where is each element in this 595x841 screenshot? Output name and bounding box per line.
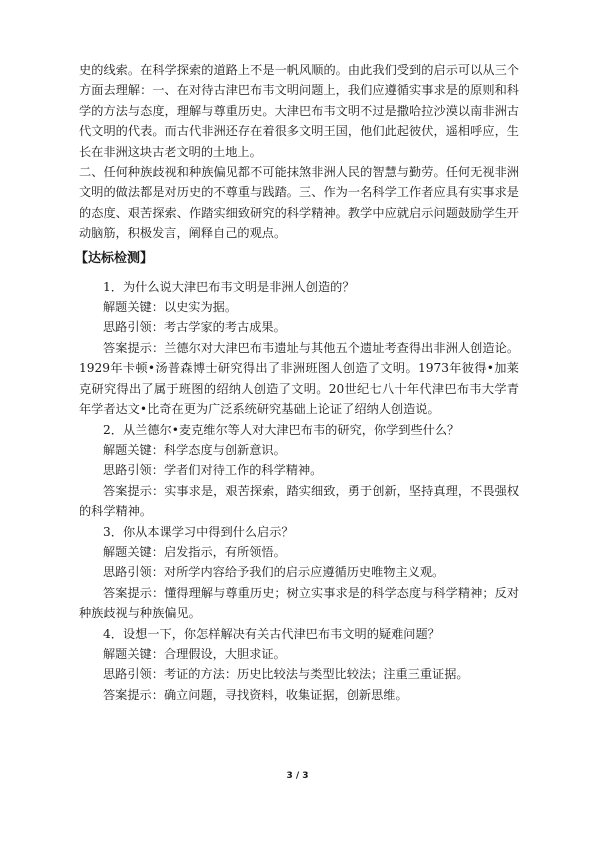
key-line bbox=[79, 440, 519, 460]
answer-line bbox=[79, 481, 519, 522]
page-number: 3 / 3 bbox=[286, 771, 309, 781]
guide-line bbox=[79, 460, 519, 480]
guide-label: 思路引领： bbox=[103, 565, 164, 580]
key-label: 解题关键： bbox=[103, 300, 164, 315]
answer-text: 懂得理解与尊重历史；树立实事求是的科学态度与科学精神；反对种族歧视与种族偏见。 bbox=[79, 585, 520, 621]
key-line bbox=[79, 644, 519, 664]
guide-label: 思路引领： bbox=[103, 667, 164, 682]
question-text: 2．从兰德尔•麦克维尔等人对大津巴布韦的研究，你学到些什么？ bbox=[103, 422, 460, 437]
guide-text: 考古学家的考古成果。 bbox=[163, 320, 286, 335]
key-label: 解题关键： bbox=[103, 646, 164, 661]
guide-label: 思路引领： bbox=[103, 320, 164, 335]
key-text: 合理假设，大胆求证。 bbox=[163, 646, 286, 661]
guide-line bbox=[79, 664, 519, 684]
guide-line bbox=[79, 317, 519, 337]
intro-paragraph: 史的线索。在科学探索的道路上不是一帆风顺的。由此我们受到的启示可以从三个方面去理解：一、在对待古津巴布韦文明问题上，我们应遵循实事求是的原则和科学的方法与态度，理解与尊重历史。大津巴布韦文明不过是撒哈拉沙漠以南非洲古代文明的代表。而古代非洲还存在着很多文明王国，他们此起彼伏，遥相呼应，生长在非洲这块古老文明的土地上。 bbox=[79, 63, 519, 159]
guide-text: 考证的方法：历史比较法与类型比较法；注重三重证据。 bbox=[163, 667, 469, 682]
key-line bbox=[79, 542, 519, 562]
guide-text: 学者们对待工作的科学精神。 bbox=[163, 463, 323, 478]
answer-text: 兰德尔对大津巴布韦遗址与其他五个遗址考查得出非洲人创造论。1929年卡顿•汤普森博士研究得出了非洲班图人创造了文明。1973年彼得•加莱克研究得出了属于班图的绍纳人创造了文明。20世纪七八十年代津巴布韦大学青年学者达文•比奇在更为广泛系统研究基础上论证了绍纳人创造说。 bbox=[79, 340, 520, 417]
intro-paragraph: 二、任何种族歧视和种族偏见都不可能抹煞非洲人民的智慧与勤劳。任何无视非洲文明的做法都是对历史的不尊重与践踏。三、作为一名科学工作者应具有实事求是的态度、艰苦探索、作踏实细致研究的科学精神。教学中应就启示问题鼓励学生开动脑筋，积极发言，阐释自己的观点。 bbox=[79, 165, 519, 241]
answer-label: 答案提示： bbox=[103, 483, 165, 498]
answer-label: 答案提示： bbox=[103, 687, 164, 702]
key-label: 解题关键： bbox=[103, 544, 164, 559]
key-label: 解题关键： bbox=[103, 442, 164, 457]
question-text: 3．你从本课学习中得到什么启示？ bbox=[103, 524, 294, 539]
answer-line bbox=[79, 338, 519, 420]
question-text: 4．设想一下，你怎样解决有关古代津巴布韦文明的疑难问题？ bbox=[103, 626, 440, 641]
key-text: 启发指示，有所领悟。 bbox=[163, 544, 286, 559]
question-block bbox=[79, 624, 519, 706]
answer-line bbox=[79, 583, 519, 624]
section-title: 【达标检测】 bbox=[75, 250, 154, 266]
guide-text: 对所学内容给予我们的启示应遵循历史唯物主义观。 bbox=[163, 565, 445, 580]
answer-label: 答案提示： bbox=[103, 340, 165, 355]
key-line bbox=[79, 297, 519, 317]
key-text: 科学态度与创新意识。 bbox=[163, 442, 286, 457]
answer-text: 确立问题，寻找资料，收集证据，创新思维。 bbox=[163, 687, 408, 702]
answer-line bbox=[79, 685, 519, 705]
page-content bbox=[75, 60, 520, 705]
answer-label: 答案提示： bbox=[103, 585, 165, 600]
key-text: 以史实为据。 bbox=[163, 300, 238, 315]
question-block bbox=[79, 277, 519, 420]
answer-text: 实事求是，艰苦探索，踏实细致，勇于创新，坚持真理，不畏强权的科学精神。 bbox=[79, 483, 520, 519]
question-block bbox=[79, 522, 519, 624]
guide-label: 思路引领： bbox=[103, 463, 164, 478]
guide-line bbox=[79, 562, 519, 582]
question-text: 1．为什么说大津巴布韦文明是非洲人创造的？ bbox=[103, 279, 355, 294]
question-block bbox=[79, 420, 519, 522]
